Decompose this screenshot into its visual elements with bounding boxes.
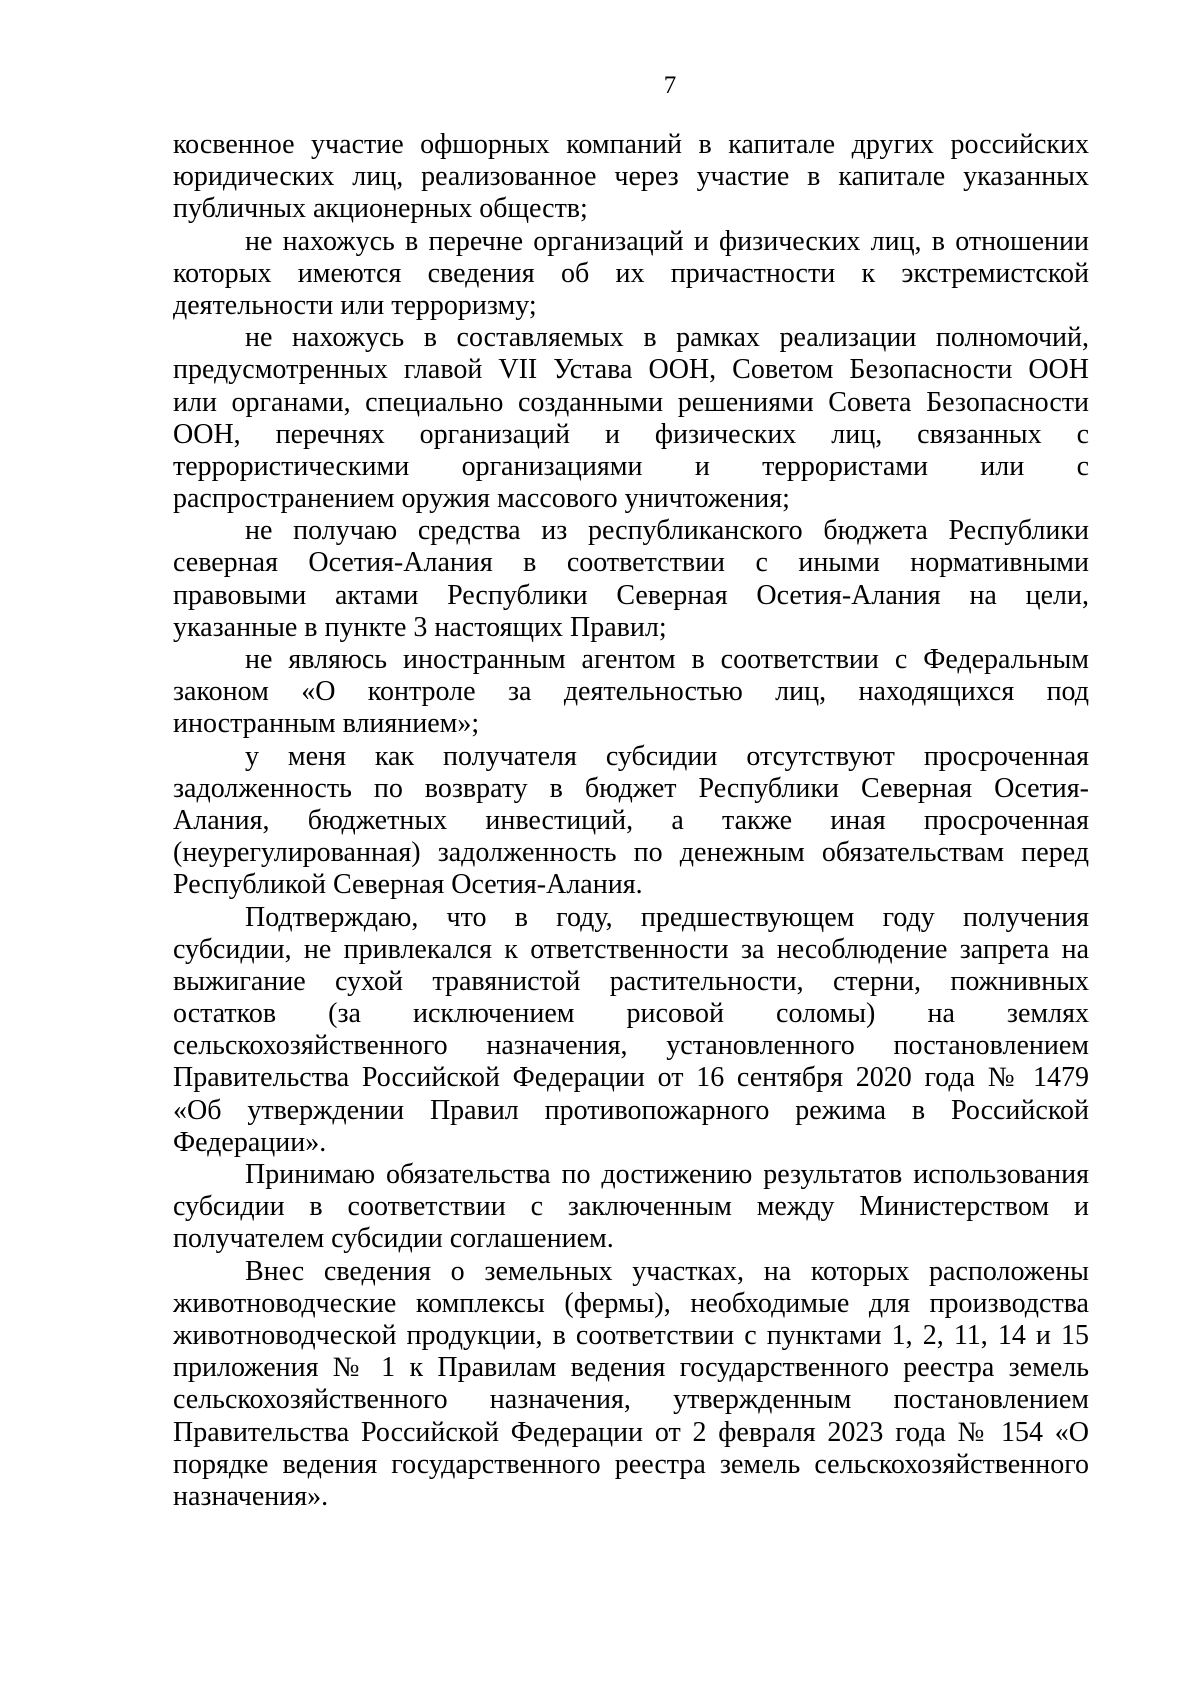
text-line: не нахожусь в составляемых в рамках реализации полномочий, bbox=[245, 322, 1089, 354]
text-line: косвенное участие офшорных компаний в капитале других российских bbox=[173, 129, 1089, 160]
text-line: распространением оружия массового уничтожения; bbox=[173, 483, 790, 515]
page-number: 7 bbox=[663, 72, 677, 99]
text-line: (неурегулированная) задолженность по денежным обязательствам перед bbox=[173, 837, 1089, 869]
text-line: Подтверждаю, что в году, предшествующем году получения bbox=[245, 901, 1089, 933]
text-line: субсидии, не привлекался к ответственности за несоблюдение запрета на bbox=[173, 933, 1089, 965]
text-line: которых имеются сведения об их причастности к экстремистской bbox=[173, 257, 1089, 289]
text-line: получателем субсидии соглашением. bbox=[173, 1223, 614, 1255]
text-line: не получаю средства из республиканского бюджета Республики bbox=[245, 515, 1089, 547]
text-line: Алания, бюджетных инвестиций, а также иная просроченная bbox=[173, 804, 1089, 836]
text-line: выжигание сухой травянистой растительности, стерни, пожнивных bbox=[173, 965, 1089, 997]
text-line: Принимаю обязательства по достижению результатов использования bbox=[245, 1159, 1089, 1190]
text-line: животноводческой продукции, в соответствии с пунктами 1, 2, 11, 14 и 15 bbox=[173, 1319, 1089, 1351]
text-line: Внес сведения о земельных участках, на которых расположены bbox=[245, 1255, 1089, 1287]
text-line: Республикой Северная Осетия-Алания. bbox=[173, 869, 643, 901]
text-line: ООН, перечнях организаций и физических лиц, связанных с bbox=[173, 418, 1089, 450]
text-line: приложения № 1 к Правилам ведения государственного реестра земель bbox=[173, 1352, 1089, 1384]
text-line: сельскохозяйственного назначения, утвержденным постановлением bbox=[173, 1384, 1089, 1416]
text-line: деятельности или терроризму; bbox=[173, 289, 537, 321]
text-line: публичных акционерных обществ; bbox=[173, 193, 588, 225]
text-line: террористическими организациями и террористами или с bbox=[173, 450, 1089, 482]
text-line: иностранным влиянием»; bbox=[173, 708, 480, 740]
text-line: юридических лиц, реализованное через участие в капитале указанных bbox=[173, 161, 1089, 193]
text-line: животноводческие комплексы (фермы), необходимые для производства bbox=[173, 1287, 1089, 1319]
text-line: северная Осетия-Алания в соответствии с иными нормативными bbox=[173, 547, 1089, 579]
text-line: предусмотренных главой VII Устава ООН, Советом Безопасности ООН bbox=[173, 354, 1089, 386]
text-line: правовыми актами Республики Северная Осетия-Алания на цели, bbox=[173, 579, 1089, 611]
text-line: указанные в пункте 3 настоящих Правил; bbox=[173, 611, 667, 643]
text-line: назначения». bbox=[173, 1480, 329, 1512]
text-line: не нахожусь в перечне организаций и физических лиц, в отношении bbox=[245, 225, 1089, 257]
text-line: субсидии в соответствии с заключенным между Министерством и bbox=[173, 1191, 1089, 1223]
text-line: Правительства Российской Федерации от 16 сентября 2020 года № 1479 bbox=[173, 1062, 1089, 1094]
text-line: законом «О контроле за деятельностью лиц, находящихся под bbox=[173, 676, 1089, 708]
text-line: сельскохозяйственного назначения, установленного постановлением bbox=[173, 1030, 1089, 1062]
document-body bbox=[173, 129, 1089, 1513]
text-line: Правительства Российской Федерации от 2 февраля 2023 года № 154 «О bbox=[173, 1416, 1089, 1448]
text-line: у меня как получателя субсидии отсутствуют просроченная bbox=[245, 740, 1089, 772]
text-line: или органами, специально созданными решениями Совета Безопасности bbox=[173, 386, 1089, 418]
text-line: «Об утверждении Правил противопожарного режима в Российской bbox=[173, 1094, 1089, 1126]
text-line: остатков (за исключением рисовой соломы) на землях bbox=[173, 998, 1089, 1030]
text-line: задолженность по возврату в бюджет Республики Северная Осетия- bbox=[173, 772, 1089, 804]
text-line: не являюсь иностранным агентом в соответствии с Федеральным bbox=[245, 644, 1089, 675]
text-line: Федерации». bbox=[173, 1126, 327, 1158]
text-line: порядке ведения государственного реестра земель сельскохозяйственного bbox=[173, 1448, 1089, 1480]
